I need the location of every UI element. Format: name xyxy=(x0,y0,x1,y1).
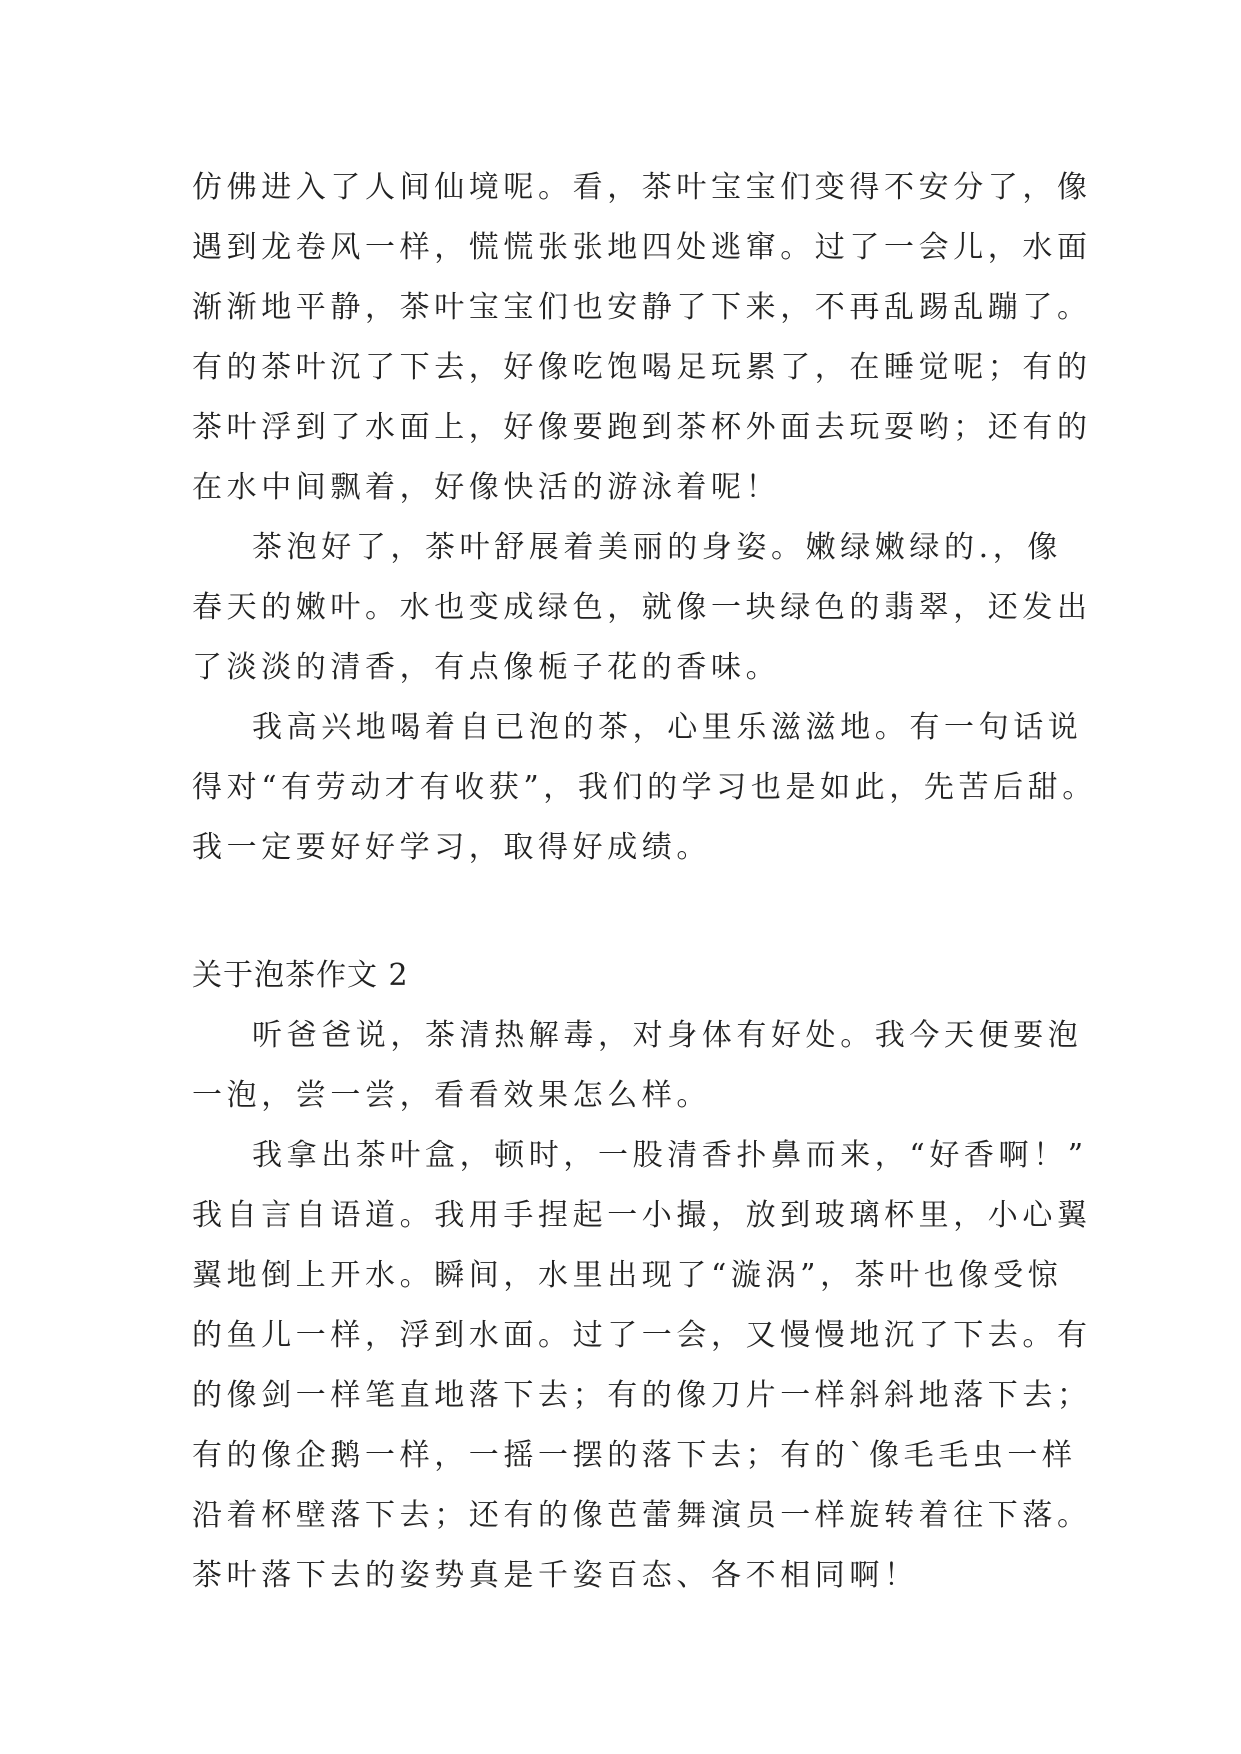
text-line: 了淡淡的清香，有点像栀子花的香味。 xyxy=(192,650,781,685)
text-line: 我一定要好好学习，取得好成绩。 xyxy=(192,830,711,865)
section-heading: 关于泡茶作文 2 xyxy=(192,958,409,993)
text-line: 的鱼儿一样，浮到水面。过了一会，又慢慢地沉了下去。有 xyxy=(192,1318,1092,1353)
paragraph-5 xyxy=(192,1126,1092,1606)
text-line: 得对“有劳动才有收获”，我们的学习也是如此，先苦后甜。 xyxy=(192,770,1097,805)
text-line: 茶叶落下去的姿势真是千姿百态、各不相同啊！ xyxy=(192,1558,919,1593)
text-line: 沿着杯壁落下去；还有的像芭蕾舞演员一样旋转着往下落。 xyxy=(192,1498,1092,1533)
text-line: 翼地倒上开水。瞬间，水里出现了“漩涡”，茶叶也像受惊 xyxy=(192,1258,1063,1293)
text-line: 有的像企鹅一样，一摇一摆的落下去；有的`像毛毛虫一样 xyxy=(192,1438,1077,1473)
text-line: 仿佛进入了人间仙境呢。看，茶叶宝宝们变得不安分了，像 xyxy=(192,170,1092,205)
text-line: 在水中间飘着，好像快活的游泳着呢！ xyxy=(192,470,781,505)
article-body xyxy=(192,158,1097,1606)
text-line: 我拿出茶叶盒，顿时，一股清香扑鼻而来，“好香啊！” xyxy=(252,1138,1088,1173)
text-line: 渐渐地平静，茶叶宝宝们也安静了下来，不再乱踢乱蹦了。 xyxy=(192,290,1092,325)
text-line: 听爸爸说，茶清热解毒，对身体有好处。我今天便要泡 xyxy=(252,1018,1083,1053)
paragraph-3 xyxy=(192,698,1097,878)
text-line: 茶叶浮到了水面上，好像要跑到茶杯外面去玩耍哟；还有的 xyxy=(192,410,1092,445)
text-line: 一泡，尝一尝，看看效果怎么样。 xyxy=(192,1078,711,1113)
text-line: 我自言自语道。我用手捏起一小撮，放到玻璃杯里，小心翼 xyxy=(192,1198,1092,1233)
text-line: 的像剑一样笔直地落下去；有的像刀片一样斜斜地落下去； xyxy=(192,1378,1092,1413)
paragraph-2 xyxy=(192,518,1092,698)
section-gap xyxy=(192,878,1072,946)
paragraph-4 xyxy=(192,1006,1083,1126)
text-line: 茶泡好了，茶叶舒展着美丽的身姿。嫩绿嫩绿的.，像 xyxy=(252,530,1062,565)
text-line: 有的茶叶沉了下去，好像吃饱喝足玩累了，在睡觉呢；有的 xyxy=(192,350,1092,385)
text-line: 我高兴地喝着自已泡的茶，心里乐滋滋地。有一句话说 xyxy=(252,710,1083,745)
text-line: 遇到龙卷风一样，慌慌张张地四处逃窜。过了一会儿，水面 xyxy=(192,230,1092,265)
text-line: 春天的嫩叶。水也变成绿色，就像一块绿色的翡翠，还发出 xyxy=(192,590,1092,625)
paragraph-1-continuation xyxy=(192,158,1092,518)
